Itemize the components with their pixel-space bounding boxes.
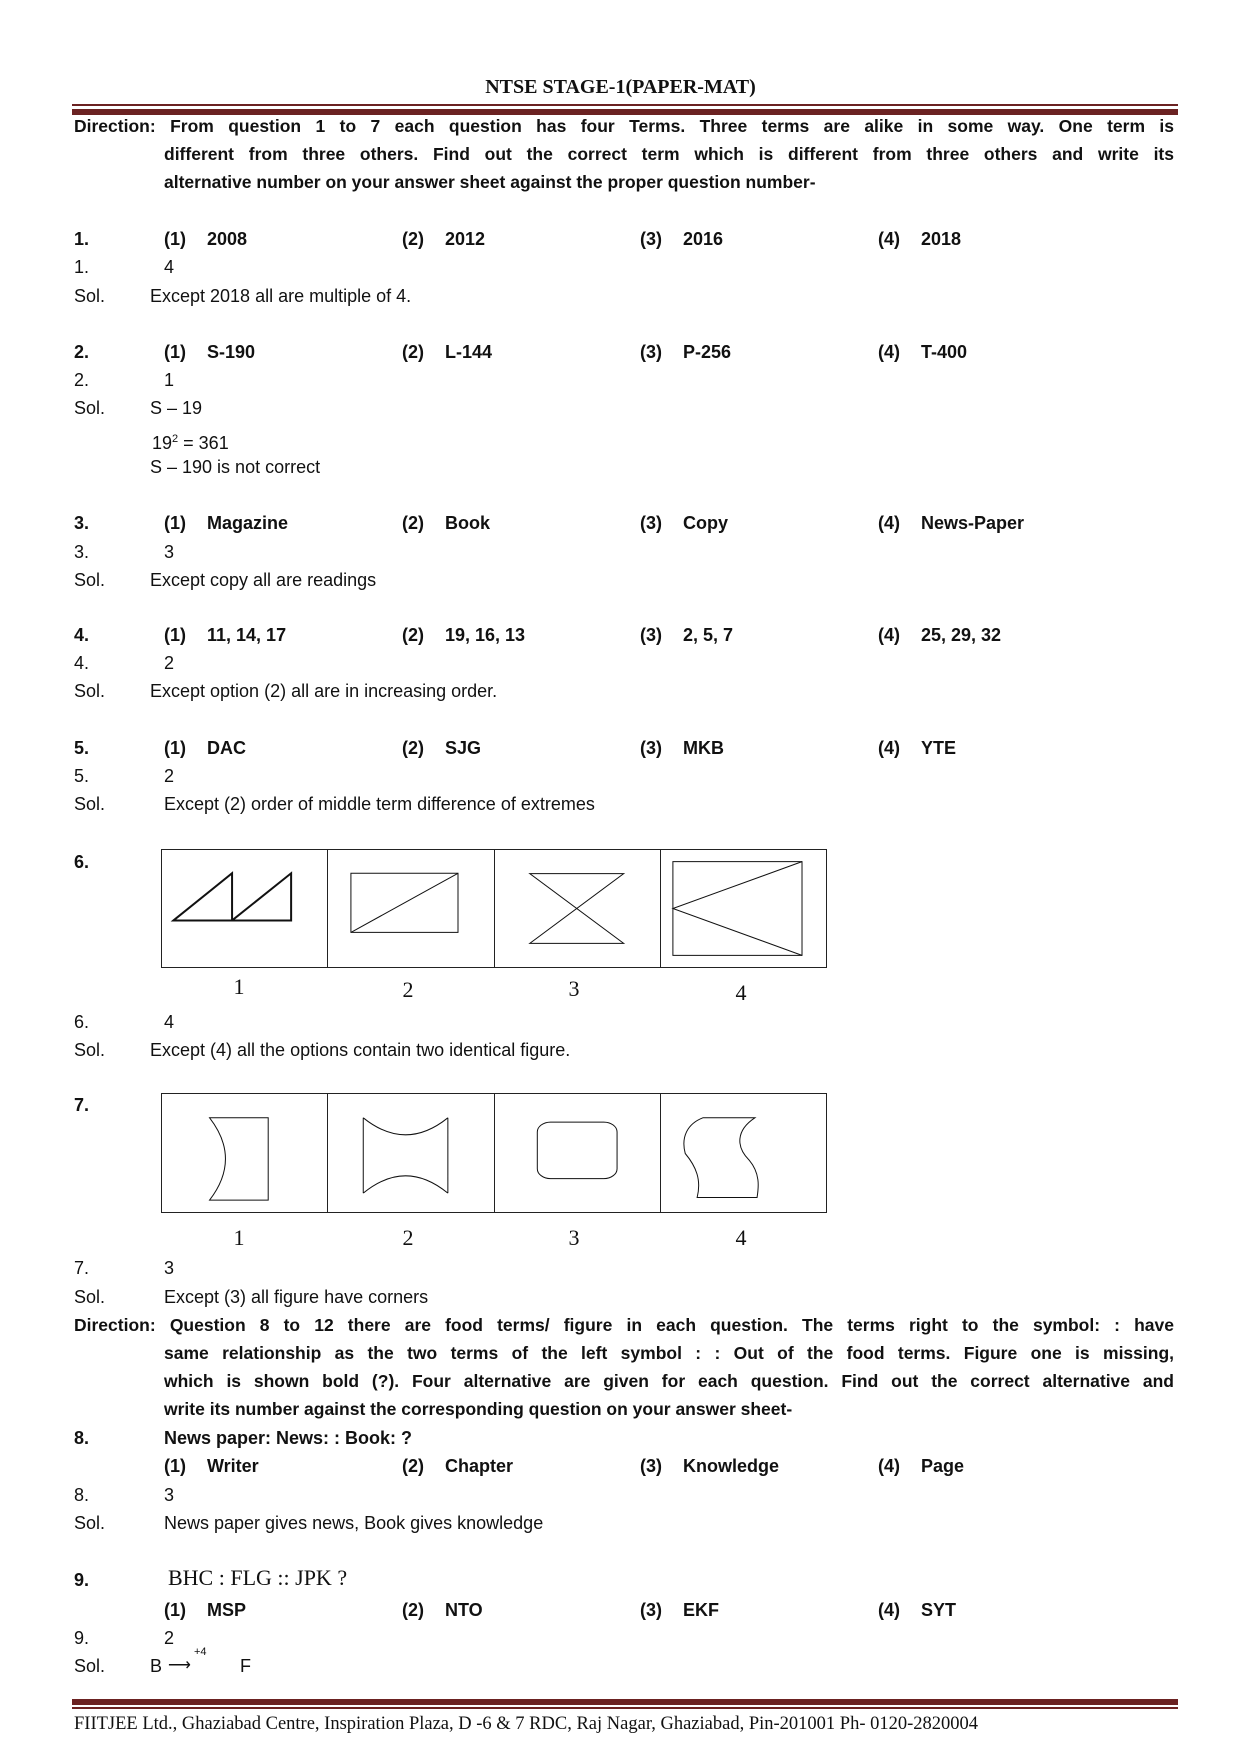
- sol-label: Sol.: [74, 1513, 106, 1533]
- option-number: (2): [402, 1600, 424, 1620]
- option-text: L-144: [445, 342, 493, 362]
- figure-label: 1: [233, 974, 245, 999]
- solution-line: $19^2 = 361$: [152, 433, 229, 453]
- figure-4: [661, 1094, 826, 1212]
- option-number: (1): [164, 625, 186, 645]
- direction-line: different from three others. Find out the correct term which is different from three others and write its: [164, 144, 1174, 164]
- option-number: (3): [640, 513, 662, 533]
- footer-rule-thin: [72, 1707, 1178, 1709]
- option-text: MKB: [683, 738, 724, 758]
- sol-label: Sol.: [74, 1287, 106, 1307]
- figure-label: 4: [735, 1225, 747, 1250]
- answer-number: 1.: [74, 257, 90, 277]
- option-text: Copy: [683, 513, 728, 533]
- figure-3: [495, 850, 661, 967]
- sol-label: Sol.: [74, 794, 106, 814]
- option-number: (3): [640, 625, 662, 645]
- option-number: (2): [402, 1456, 424, 1476]
- answer: 4: [164, 257, 175, 277]
- option-number: (2): [402, 229, 424, 249]
- solution-line: S – 19: [150, 398, 203, 418]
- figure-label: 1: [233, 1225, 245, 1250]
- question-number: 5.: [74, 738, 90, 758]
- option-text: Magazine: [207, 513, 289, 533]
- answer: 4: [164, 1012, 175, 1032]
- figure-label: 4: [735, 980, 747, 1005]
- direction-line: same relationship as the two terms of the left symbol : : Out of the food terms. Figure one is missing,: [164, 1343, 1174, 1363]
- solution: Except (4) all the options contain two identical figure.: [150, 1040, 571, 1060]
- option-text: 11, 14, 17: [207, 625, 287, 645]
- question-text: News paper: News: : Book: ?: [164, 1428, 413, 1448]
- option-text: T-400: [921, 342, 968, 362]
- option-number: (1): [164, 1600, 186, 1620]
- answer-number: 2.: [74, 370, 90, 390]
- option-text: 25, 29, 32: [921, 625, 1002, 645]
- option-text: DAC: [207, 738, 246, 758]
- answer: 3: [164, 542, 175, 562]
- option-text: Book: [445, 513, 490, 533]
- option-text: Writer: [207, 1456, 259, 1476]
- direction-line: Question 8 to 12 there are food terms/ figure in each question. The terms right to the symbol: : have: [169, 1315, 1174, 1335]
- answer: 3: [164, 1485, 175, 1505]
- option-number: (3): [640, 229, 662, 249]
- option-number: (2): [402, 342, 424, 362]
- option-number: (4): [878, 1456, 900, 1476]
- option-text: 2012: [445, 229, 486, 249]
- figure-label: 2: [402, 1225, 414, 1250]
- figure-3: [495, 1094, 661, 1212]
- direction-label: Direction:: [74, 1315, 156, 1335]
- option-number: (4): [878, 342, 900, 362]
- option-number: (2): [402, 513, 424, 533]
- answer-number: 3.: [74, 542, 90, 562]
- option-number: (1): [164, 513, 186, 533]
- option-number: (2): [402, 625, 424, 645]
- option-text: 2008: [207, 229, 248, 249]
- direction-line: write its number against the corresponding question on your answer sheet-: [164, 1399, 793, 1419]
- question-number: 1.: [74, 229, 90, 249]
- footer-address: FIITJEE Ltd., Ghaziabad Centre, Inspiration Plaza, D -6 & 7 RDC, Raj Nagar, Ghaziabad, Pin-201001 Ph- 0120-2820004: [74, 1714, 979, 1734]
- solution: Except option (2) all are in increasing order.: [150, 681, 498, 701]
- option-number: (3): [640, 1600, 662, 1620]
- solution-from: B: [150, 1656, 163, 1676]
- figure-options-6: [161, 849, 827, 968]
- direction-line: which is shown bold (?). Four alternative are given for each question. Find out the correct alternative and: [164, 1371, 1174, 1391]
- option-number: (4): [878, 625, 900, 645]
- solution: Except (3) all figure have corners: [164, 1287, 429, 1307]
- answer: 3: [164, 1258, 175, 1278]
- solution-line: S – 190 is not correct: [150, 457, 321, 477]
- option-number: (1): [164, 738, 186, 758]
- option-text: S-190: [207, 342, 256, 362]
- option-number: (1): [164, 229, 186, 249]
- option-number: (3): [640, 1456, 662, 1476]
- option-number: (3): [640, 342, 662, 362]
- figure-label: 2: [402, 977, 414, 1002]
- option-number: (2): [402, 738, 424, 758]
- figure-1: [162, 850, 328, 967]
- question-number: 6.: [74, 852, 90, 872]
- question-number: 3.: [74, 513, 90, 533]
- direction-line: From question 1 to 7 each question has four Terms. Three terms are alike in some way. One term is: [170, 116, 1174, 136]
- option-text: 2, 5, 7: [683, 625, 734, 645]
- question-number: 7.: [74, 1095, 90, 1115]
- answer-number: 7.: [74, 1258, 90, 1278]
- option-number: (4): [878, 738, 900, 758]
- option-number: (3): [640, 738, 662, 758]
- solution-to: F: [240, 1656, 251, 1676]
- question-number: 2.: [74, 342, 90, 362]
- footer-rule-thick: [72, 1699, 1178, 1705]
- answer: 1: [164, 370, 175, 390]
- option-number: (4): [878, 513, 900, 533]
- solution: News paper gives news, Book gives knowledge: [164, 1513, 544, 1533]
- option-text: MSP: [207, 1600, 247, 1620]
- direction-1: [74, 112, 1174, 196]
- figure-label: 3: [568, 976, 580, 1001]
- option-text: YTE: [921, 738, 957, 758]
- sol-label: Sol.: [74, 570, 106, 590]
- answer-number: 9.: [74, 1628, 90, 1648]
- option-number: (1): [164, 342, 186, 362]
- sol-label: Sol.: [74, 1040, 106, 1060]
- option-text: SJG: [445, 738, 482, 758]
- sol-label: Sol.: [74, 1656, 106, 1676]
- question-number: 8.: [74, 1428, 90, 1448]
- sol-label: Sol.: [74, 286, 106, 306]
- answer-number: 6.: [74, 1012, 90, 1032]
- figure-options-7: [161, 1093, 827, 1213]
- arrow-label: +4: [194, 1646, 207, 1658]
- option-text: Chapter: [445, 1456, 514, 1476]
- option-text: NTO: [445, 1600, 483, 1620]
- direction-line: alternative number on your answer sheet against the proper question number-: [164, 172, 816, 192]
- figure-2: [328, 850, 494, 967]
- question-number: 4.: [74, 625, 90, 645]
- header-rule-thin: [72, 104, 1178, 106]
- answer: 2: [164, 1628, 175, 1648]
- figure-4: [661, 850, 826, 967]
- solution: Except 2018 all are multiple of 4.: [150, 286, 412, 306]
- option-number: (4): [878, 1600, 900, 1620]
- direction-2: [74, 1311, 1174, 1423]
- option-text: P-256: [683, 342, 732, 362]
- answer: 2: [164, 653, 175, 673]
- direction-label: Direction:: [74, 116, 156, 136]
- option-number: (1): [164, 1456, 186, 1476]
- sol-label: Sol.: [74, 681, 106, 701]
- option-text: EKF: [683, 1600, 719, 1620]
- answer-number: 4.: [74, 653, 90, 673]
- option-text: Knowledge: [683, 1456, 780, 1476]
- option-text: SYT: [921, 1600, 957, 1620]
- question-number: 9.: [74, 1570, 90, 1590]
- option-text: 2018: [921, 229, 962, 249]
- figure-2: [328, 1094, 494, 1212]
- right-arrow-icon: ⟶: [168, 1657, 191, 1674]
- solution: Except (2) order of middle term difference of extremes: [164, 794, 595, 814]
- option-text: 19, 16, 13: [445, 625, 526, 645]
- answer: 2: [164, 766, 175, 786]
- option-number: (4): [878, 229, 900, 249]
- solution: Except copy all are readings: [150, 570, 377, 590]
- sol-label: Sol.: [74, 398, 106, 418]
- option-text: Page: [921, 1456, 965, 1476]
- option-text: News-Paper: [921, 513, 1025, 533]
- figure-1: [162, 1094, 328, 1212]
- question-text: BHC : FLG :: JPK ?: [168, 1565, 348, 1590]
- answer-number: 5.: [74, 766, 90, 786]
- answer-number: 8.: [74, 1485, 90, 1505]
- figure-label: 3: [568, 1225, 580, 1250]
- option-text: 2016: [683, 229, 724, 249]
- page-title: NTSE STAGE-1(PAPER-MAT): [485, 76, 756, 98]
